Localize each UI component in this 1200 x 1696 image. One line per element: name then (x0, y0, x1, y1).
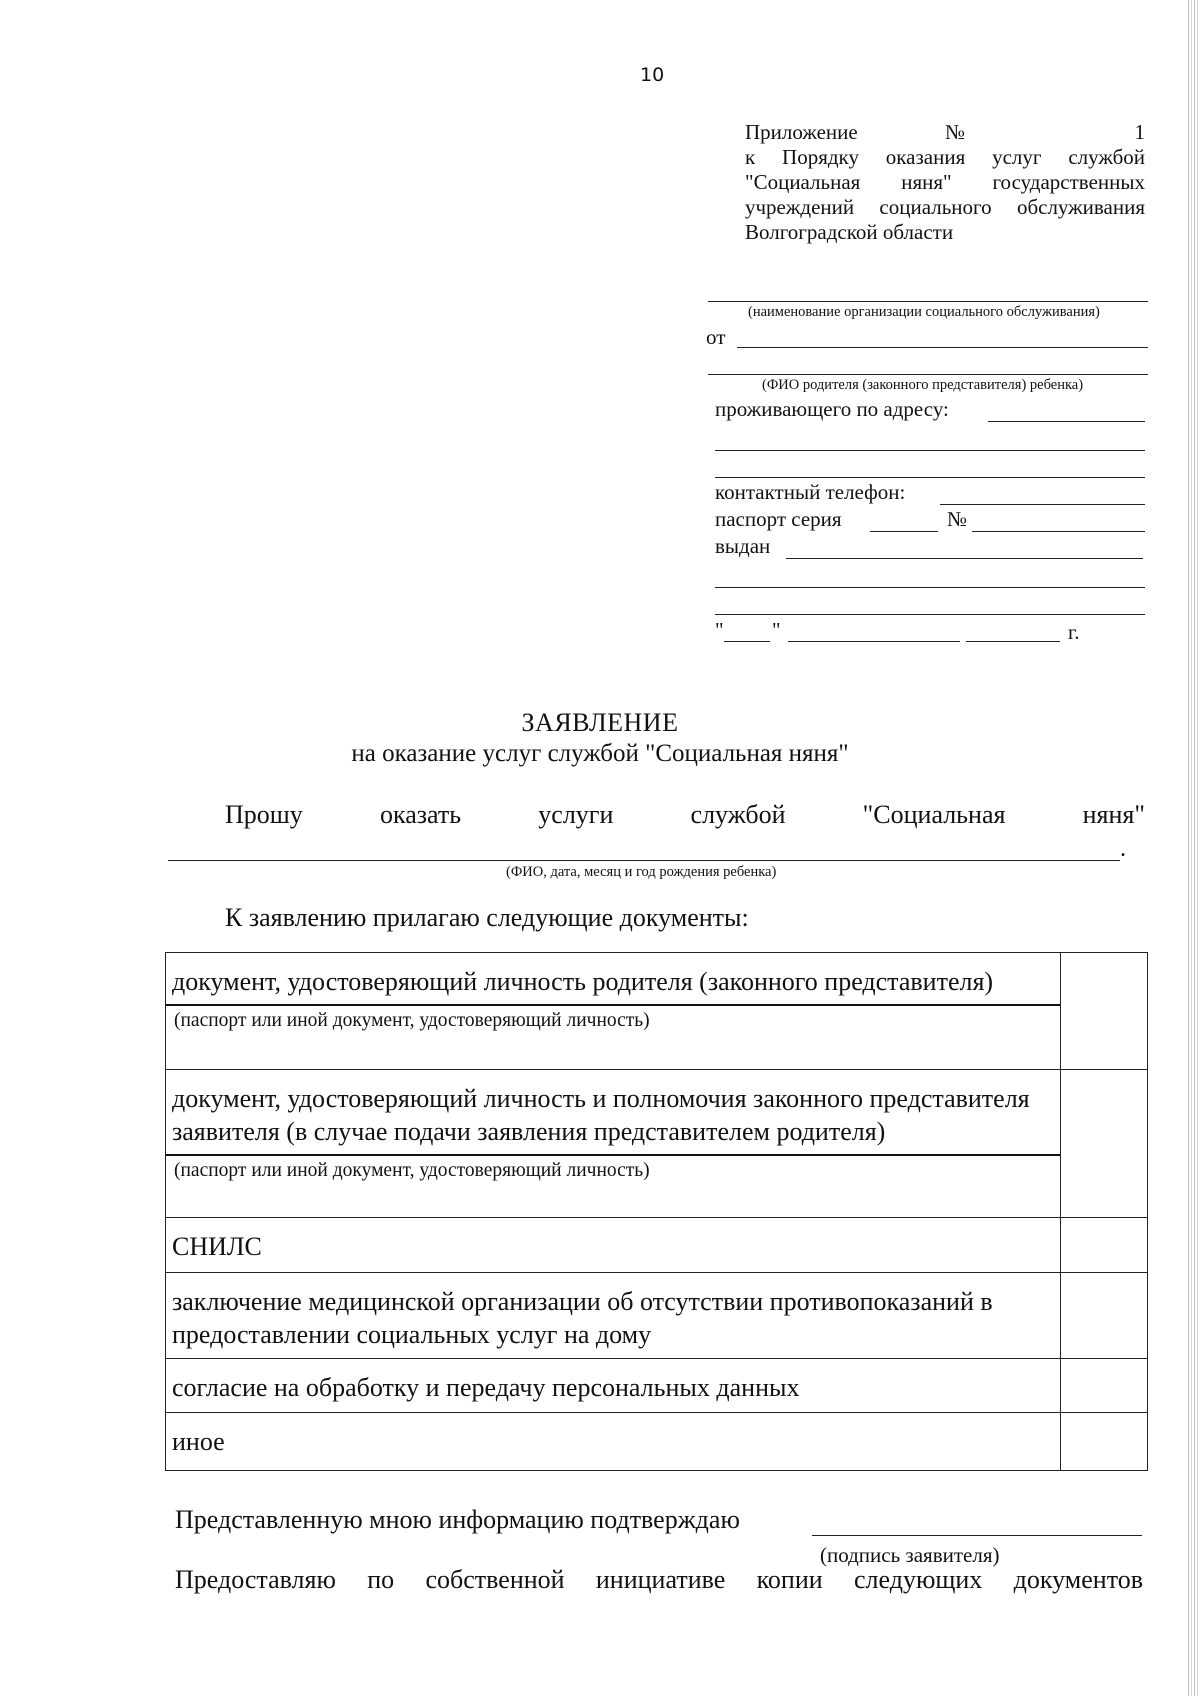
table-row (166, 953, 1148, 1070)
date-year-line (966, 641, 1060, 642)
document-text: согласие на обработку и передачу персональных данных (172, 1373, 800, 1402)
document-cell (166, 1413, 1061, 1471)
annex-line: учреждений социального обслуживания (745, 195, 1145, 219)
issued-label: выдан (715, 534, 771, 558)
address-label: проживающего по адресу: (715, 397, 949, 421)
request-end-dot: . (1120, 836, 1126, 862)
org-name-caption: (наименование организации социального обслуживания) (748, 304, 1100, 320)
date-quote-open: " (715, 618, 724, 642)
address-line-3 (715, 477, 1145, 478)
document-text: иное (172, 1427, 225, 1456)
document-cell (166, 1273, 1061, 1359)
provide-word: копии (756, 1565, 823, 1594)
document-title: ЗАЯВЛЕНИЕ (521, 708, 679, 737)
annex-line: к Порядку оказания услуг службой (745, 145, 1145, 169)
checkbox-cell[interactable] (1061, 1359, 1148, 1413)
provide-word: документов (1013, 1565, 1143, 1594)
documents-table (165, 952, 1148, 1471)
date-month-line (788, 641, 960, 642)
annex-block (745, 120, 1145, 245)
phone-label: контактный телефон: (715, 480, 906, 504)
checkbox-cell[interactable] (1061, 1413, 1148, 1471)
annex-line: Приложение № 1 (745, 120, 1145, 144)
annex-line: Волгоградской области (745, 220, 954, 244)
passport-number-line (972, 531, 1145, 532)
from-label: от (706, 325, 726, 349)
issued-line (786, 558, 1143, 559)
provide-word: по (367, 1565, 395, 1594)
passport-number-sign: № (947, 507, 968, 531)
provide-line (175, 1565, 1143, 1595)
document-text: заключение медицинской организации об отсутствии противопоказаний в предоставлении социальных услуг на дому (172, 1287, 993, 1349)
document-text: документ, удостоверяющий личность родителя (законного представителя) (172, 967, 994, 996)
request-word: службой (690, 800, 786, 829)
issued-line-3 (715, 614, 1145, 615)
issued-line-2 (715, 587, 1145, 588)
document-cell (166, 1070, 1061, 1218)
document-cell (166, 1359, 1061, 1413)
document-text: СНИЛС (172, 1232, 262, 1261)
signature-caption: (подпись заявителя) (820, 1543, 1000, 1567)
address-line (988, 421, 1145, 422)
date-day-line (724, 641, 770, 642)
table-row (166, 1413, 1148, 1471)
annex-line: "Социальная няня" государственных (745, 170, 1145, 194)
checkbox-cell[interactable] (1061, 953, 1148, 1070)
passport-series-line (870, 531, 938, 532)
document-subtitle: на оказание услуг службой "Социальная няня" (351, 740, 849, 767)
request-word: оказать (379, 800, 462, 829)
passport-series-label: паспорт серия (715, 507, 842, 531)
table-row (166, 1070, 1148, 1218)
provide-word: Предоставляю (175, 1565, 336, 1594)
request-word: Прошу (225, 800, 303, 829)
document-note: (паспорт или иной документ, удостоверяющий личность) (166, 1004, 1060, 1039)
scan-edge-artifact (1188, 0, 1200, 1696)
request-word: няня" (1082, 800, 1145, 829)
request-word: "Социальная (862, 800, 1006, 829)
provide-word: собственной (425, 1565, 565, 1594)
request-line (225, 800, 1145, 830)
table-row (166, 1218, 1148, 1273)
document-note: (паспорт или иной документ, удостоверяющий личность) (166, 1154, 1060, 1189)
provide-word: следующих (854, 1565, 983, 1594)
address-line-2 (715, 450, 1145, 451)
parent-name-caption: (ФИО родителя (законного представителя) ребенка) (762, 377, 1084, 393)
signature-line (812, 1535, 1142, 1536)
request-word: услуги (538, 800, 614, 829)
table-row (166, 1359, 1148, 1413)
phone-line (940, 504, 1145, 505)
document-cell (166, 953, 1061, 1070)
checkbox-cell[interactable] (1061, 1218, 1148, 1273)
org-name-line (708, 301, 1148, 302)
year-suffix: г. (1068, 620, 1080, 644)
table-row (166, 1273, 1148, 1359)
page-number: 10 (640, 64, 665, 86)
checkbox-cell[interactable] (1061, 1273, 1148, 1359)
child-name-caption: (ФИО, дата, месяц и год рождения ребенка) (506, 864, 777, 880)
child-name-line (168, 860, 1120, 861)
attachments-intro: К заявлению прилагаю следующие документы: (225, 903, 749, 932)
document-cell (166, 1218, 1061, 1273)
confirm-text: Представленную мною информацию подтверждаю (175, 1505, 740, 1534)
checkbox-cell[interactable] (1061, 1070, 1148, 1218)
parent-name-line (708, 374, 1148, 375)
from-line (737, 347, 1148, 348)
provide-word: инициативе (595, 1565, 726, 1594)
date-quote-close: " (772, 618, 781, 642)
document-text: документ, удостоверяющий личность и полномочия законного представителя заявителя (в случае подачи заявления представителем родителя) (172, 1084, 1030, 1146)
